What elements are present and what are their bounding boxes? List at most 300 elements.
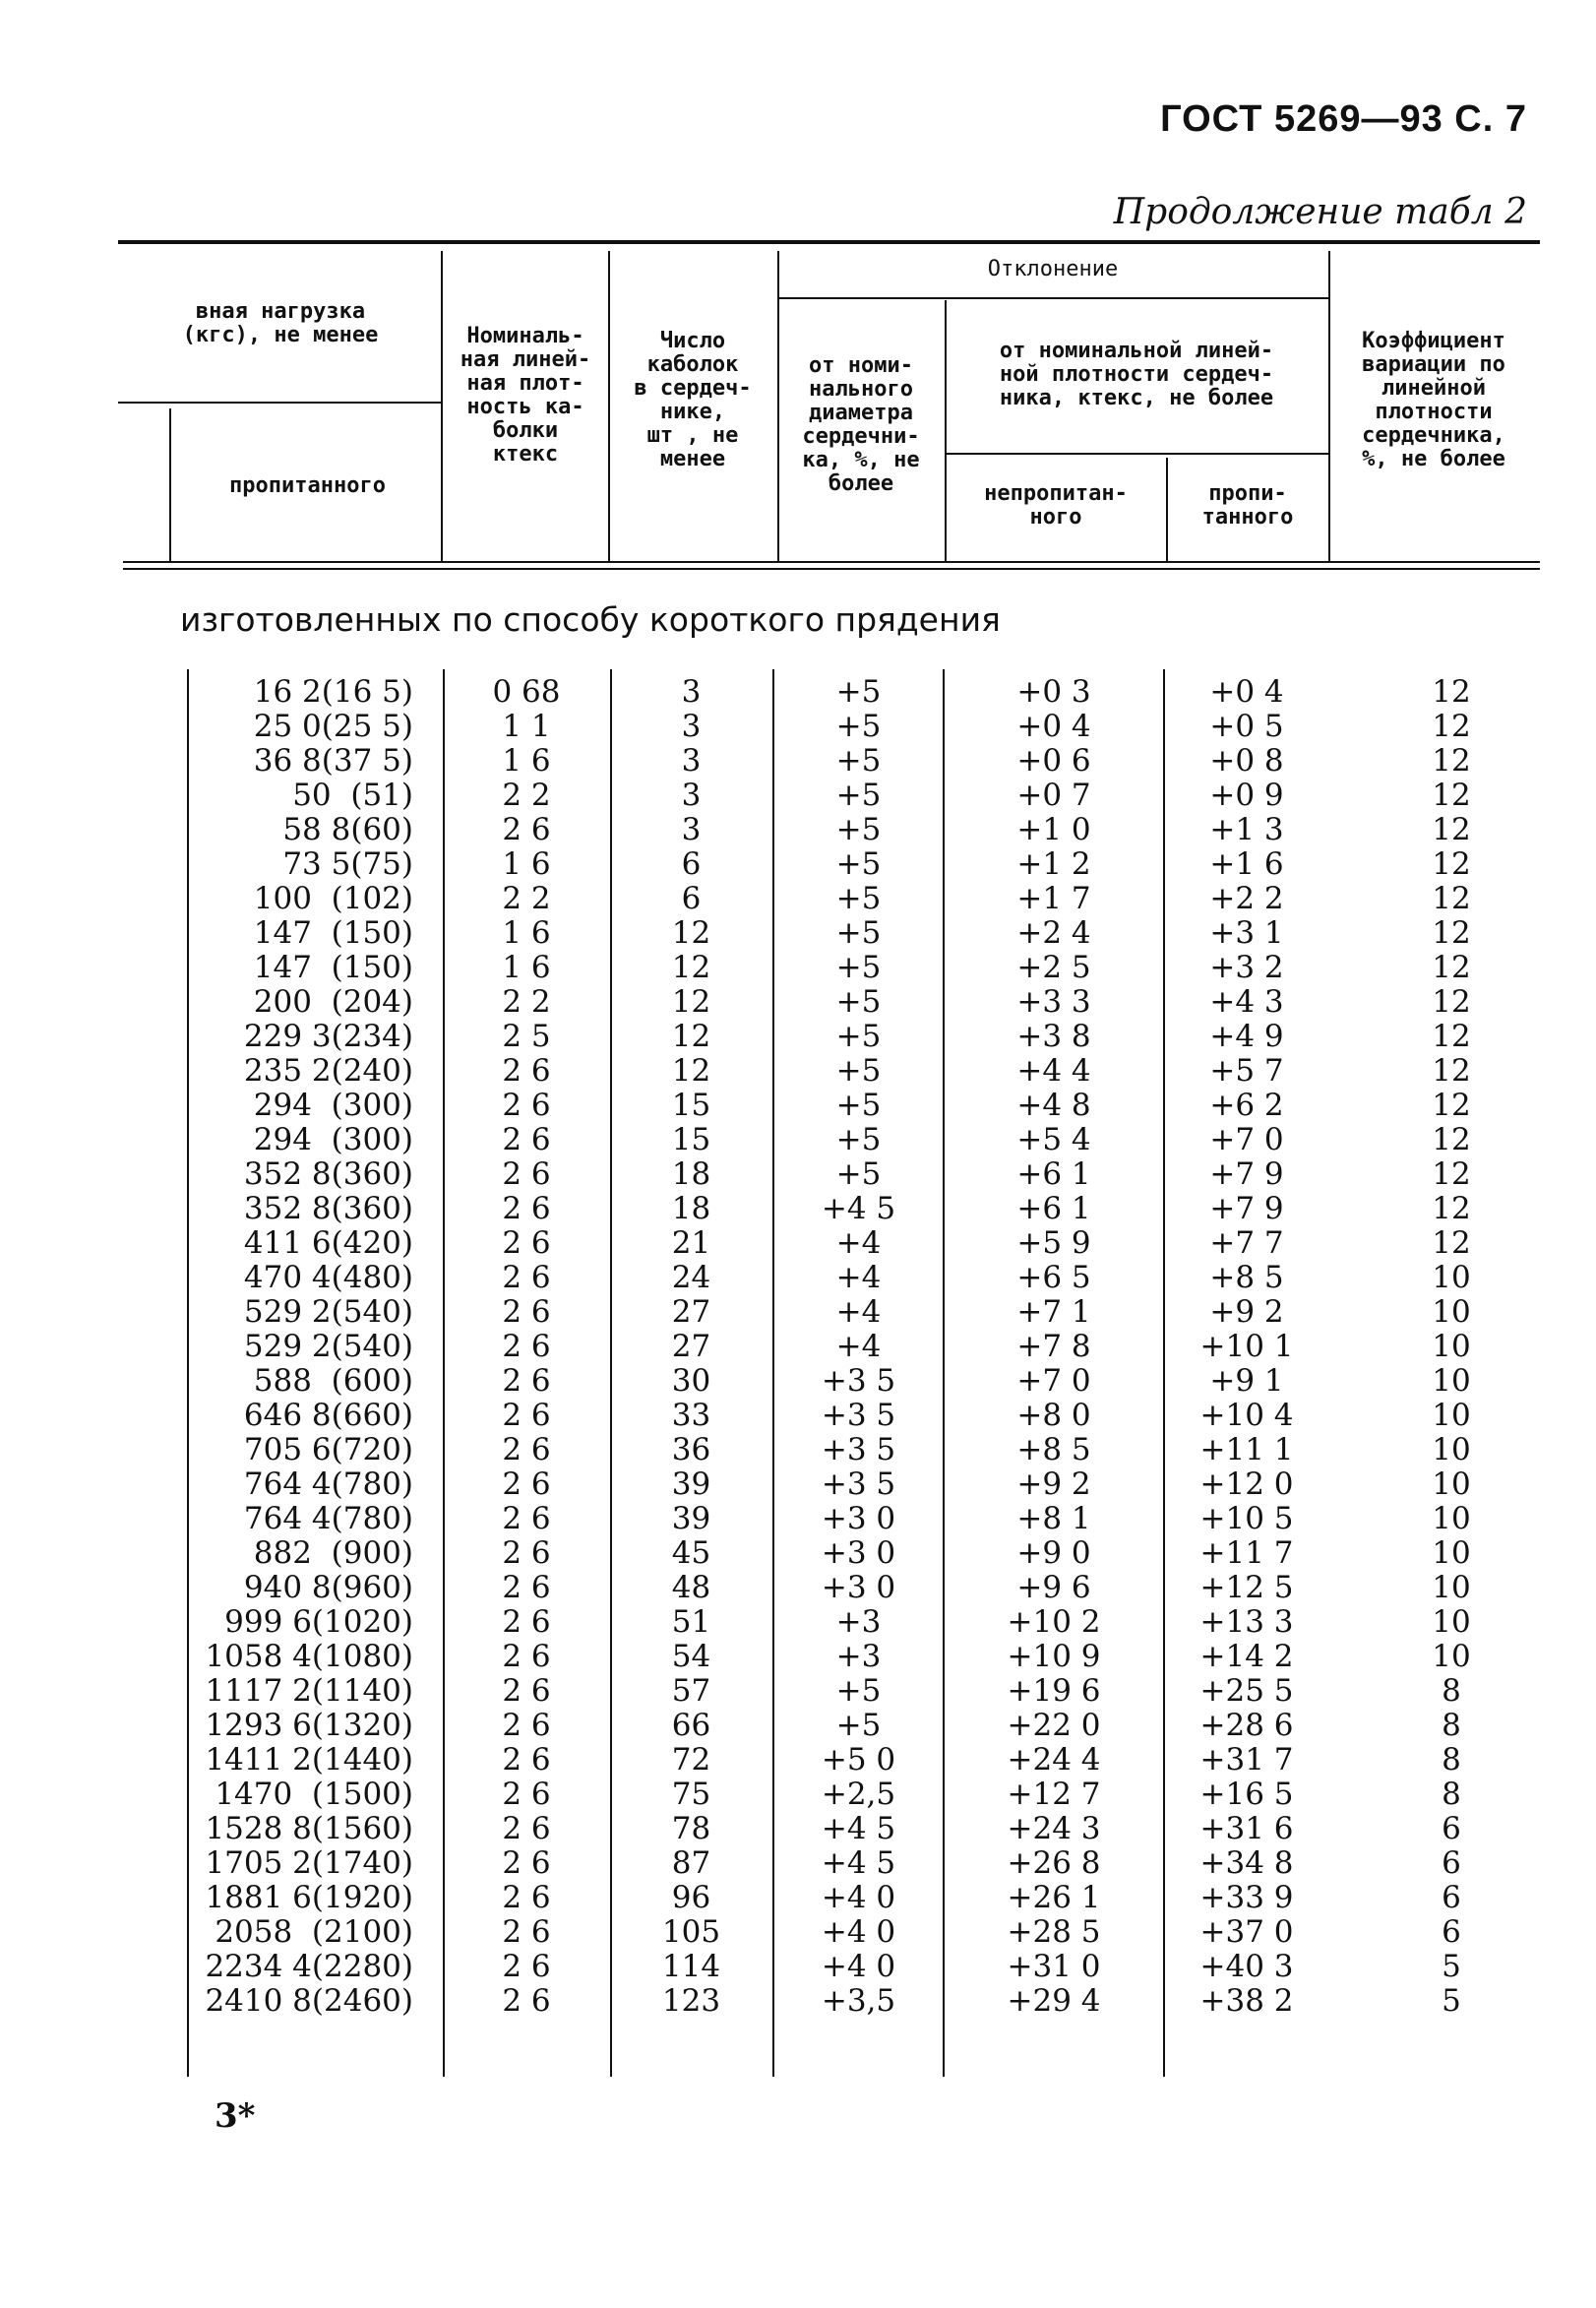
cell-dev-diameter: +3 0 — [821, 1535, 896, 1571]
cell-dev-unimpregnated: +12 7 — [1007, 1777, 1101, 1812]
cell-load: 705 6(720) — [243, 1432, 413, 1467]
cell-coefficient: 12 — [1432, 1191, 1471, 1226]
cell-count: 114 — [661, 1949, 721, 1984]
cell-dev-diameter: +5 — [835, 674, 882, 710]
cell-count: 66 — [671, 1708, 711, 1743]
cell-dev-impregnated: +4 3 — [1209, 984, 1284, 1020]
cell-dev-unimpregnated: +26 8 — [1007, 1845, 1101, 1881]
cell-dev-diameter: +3 5 — [821, 1466, 896, 1502]
cell-dev-impregnated: +33 9 — [1199, 1880, 1294, 1915]
cell-count: 12 — [671, 1019, 711, 1054]
cell-density: 2 6 — [502, 1777, 551, 1812]
table-row — [0, 1604, 1596, 1639]
table-row — [0, 1156, 1596, 1191]
cell-dev-diameter: +5 — [835, 1019, 882, 1054]
cell-dev-unimpregnated: +3 3 — [1016, 984, 1091, 1020]
cell-dev-impregnated: +1 3 — [1209, 812, 1284, 847]
cell-dev-unimpregnated: +8 5 — [1016, 1432, 1091, 1467]
cell-dev-impregnated: +12 5 — [1199, 1570, 1294, 1605]
cell-dev-diameter: +5 — [835, 1088, 882, 1123]
cell-load: 646 8(660) — [243, 1398, 413, 1433]
cell-load: 588 (600) — [253, 1363, 413, 1399]
header-subrule — [945, 453, 1328, 455]
table-row — [0, 1501, 1596, 1535]
cell-dev-impregnated: +8 5 — [1209, 1260, 1284, 1295]
cell-load: 73 5(75) — [282, 846, 413, 882]
cell-dev-unimpregnated: +2 5 — [1016, 950, 1091, 985]
cell-density: 2 6 — [502, 1225, 551, 1261]
cell-dev-unimpregnated: +28 5 — [1007, 1914, 1101, 1950]
cell-load: 411 6(420) — [243, 1225, 413, 1261]
cell-dev-unimpregnated: +6 1 — [1016, 1191, 1091, 1226]
cell-dev-unimpregnated: +5 4 — [1016, 1122, 1091, 1157]
cell-load: 1058 4(1080) — [205, 1639, 413, 1674]
cell-coefficient: 10 — [1432, 1639, 1471, 1674]
table-row — [0, 915, 1596, 950]
cell-count: 21 — [671, 1225, 711, 1261]
cell-dev-unimpregnated: +2 4 — [1016, 915, 1091, 951]
cell-dev-unimpregnated: +7 8 — [1016, 1329, 1091, 1364]
cell-dev-unimpregnated: +10 2 — [1007, 1604, 1101, 1640]
cell-density: 2 6 — [502, 1260, 551, 1295]
cell-dev-impregnated: +13 3 — [1199, 1604, 1294, 1640]
cell-dev-impregnated: +0 9 — [1209, 778, 1284, 813]
table-row — [0, 674, 1596, 709]
cell-count: 51 — [671, 1604, 711, 1640]
cell-density: 2 6 — [502, 1811, 551, 1846]
cell-dev-diameter: +4 — [835, 1260, 882, 1295]
cell-dev-unimpregnated: +8 1 — [1016, 1501, 1091, 1536]
cell-density: 2 6 — [502, 1363, 551, 1399]
cell-dev-impregnated: +9 2 — [1209, 1294, 1284, 1330]
cell-coefficient: 10 — [1432, 1363, 1471, 1399]
cell-dev-diameter: +3 0 — [821, 1501, 896, 1536]
cell-load: 100 (102) — [253, 881, 413, 916]
cell-coefficient: 12 — [1432, 743, 1471, 779]
header-divider — [169, 408, 171, 561]
cell-dev-diameter: +4 0 — [821, 1949, 896, 1984]
cell-density: 2 6 — [502, 1156, 551, 1192]
table-row — [0, 1398, 1596, 1432]
cell-coefficient: 12 — [1432, 1122, 1471, 1157]
cell-dev-diameter: +4 5 — [821, 1191, 896, 1226]
col-header-count: Число каболок в сердеч- нике, шт , не менее — [634, 329, 752, 471]
cell-dev-impregnated: +7 0 — [1209, 1122, 1284, 1157]
cell-dev-impregnated: +0 8 — [1209, 743, 1284, 779]
cell-count: 48 — [671, 1570, 711, 1605]
cell-load: 2410 8(2460) — [205, 1983, 413, 2019]
col-header-density: Номиналь- ная линей- ная плот- ность ка- болки ктекс — [460, 324, 591, 467]
col-header-load-impregnated: пропитанного — [229, 473, 386, 498]
cell-dev-impregnated: +31 6 — [1199, 1811, 1294, 1846]
cell-coefficient: 12 — [1432, 984, 1471, 1020]
table-row — [0, 1535, 1596, 1570]
cell-dev-unimpregnated: +1 7 — [1016, 881, 1091, 916]
cell-load: 200 (204) — [253, 984, 413, 1020]
table-row — [0, 1329, 1596, 1363]
table-row — [0, 984, 1596, 1019]
table-row — [0, 1742, 1596, 1777]
table-row — [0, 1019, 1596, 1053]
cell-dev-diameter: +4 5 — [821, 1811, 896, 1846]
table-row — [0, 1880, 1596, 1914]
table-continuation: Продолжение табл 2 — [1113, 192, 1527, 232]
cell-dev-diameter: +3 — [835, 1604, 882, 1640]
cell-dev-unimpregnated: +0 4 — [1016, 709, 1091, 744]
table-row — [0, 1983, 1596, 2018]
cell-dev-unimpregnated: +6 5 — [1016, 1260, 1091, 1295]
table-row — [0, 812, 1596, 846]
cell-dev-diameter: +5 — [835, 950, 882, 985]
cell-load: 352 8(360) — [243, 1191, 413, 1226]
cell-dev-impregnated: +37 0 — [1199, 1914, 1294, 1950]
cell-dev-diameter: +3 5 — [821, 1398, 896, 1433]
cell-dev-diameter: +4 — [835, 1225, 882, 1261]
cell-load: 229 3(234) — [243, 1019, 413, 1054]
cell-dev-diameter: +5 — [835, 915, 882, 951]
cell-density: 2 6 — [502, 1570, 551, 1605]
cell-coefficient: 8 — [1442, 1673, 1461, 1709]
table-row — [0, 1053, 1596, 1088]
cell-dev-diameter: +4 5 — [821, 1845, 896, 1881]
cell-dev-diameter: +3 5 — [821, 1432, 896, 1467]
cell-count: 39 — [671, 1501, 711, 1536]
cell-density: 2 6 — [502, 1501, 551, 1536]
table-row — [0, 1088, 1596, 1122]
cell-load: 1705 2(1740) — [205, 1845, 413, 1881]
cell-coefficient: 5 — [1442, 1983, 1461, 2019]
cell-count: 54 — [671, 1639, 711, 1674]
cell-count: 24 — [671, 1260, 711, 1295]
col-header-load: вная нагрузка (кгс), не менее — [182, 299, 379, 347]
table-row — [0, 1914, 1596, 1949]
cell-density: 1 6 — [502, 915, 551, 951]
cell-dev-impregnated: +7 9 — [1209, 1156, 1284, 1192]
cell-density: 2 6 — [502, 1673, 551, 1709]
table-row — [0, 1949, 1596, 1983]
cell-dev-impregnated: +4 9 — [1209, 1019, 1284, 1054]
cell-load: 25 0(25 5) — [253, 709, 413, 744]
cell-load: 294 (300) — [253, 1088, 413, 1123]
cell-count: 18 — [671, 1156, 711, 1192]
cell-coefficient: 6 — [1442, 1811, 1461, 1846]
table-row — [0, 1260, 1596, 1294]
cell-load: 1411 2(1440) — [205, 1742, 413, 1778]
cell-dev-impregnated: +10 4 — [1199, 1398, 1294, 1433]
cell-load: 764 4(780) — [243, 1466, 413, 1502]
table-row — [0, 1363, 1596, 1398]
cell-dev-impregnated: +6 2 — [1209, 1088, 1284, 1123]
table-row — [0, 950, 1596, 984]
table-row — [0, 1639, 1596, 1673]
cell-load: 764 4(780) — [243, 1501, 413, 1536]
cell-count: 12 — [671, 915, 711, 951]
cell-dev-unimpregnated: +6 1 — [1016, 1156, 1091, 1192]
cell-count: 72 — [671, 1742, 711, 1778]
cell-density: 2 2 — [502, 984, 551, 1020]
cell-dev-impregnated: +3 2 — [1209, 950, 1284, 985]
cell-count: 36 — [671, 1432, 711, 1467]
cell-coefficient: 12 — [1432, 778, 1471, 813]
cell-count: 6 — [681, 881, 702, 916]
cell-dev-unimpregnated: +9 6 — [1016, 1570, 1091, 1605]
section-title: изготовленных по способу короткого прядения — [180, 600, 1001, 639]
cell-dev-impregnated: +9 1 — [1209, 1363, 1284, 1399]
cell-count: 30 — [671, 1363, 711, 1399]
cell-dev-impregnated: +0 5 — [1209, 709, 1284, 744]
col-header-dev-linear: от номинальной линей- ной плотности сердеч- ника, ктекс, не более — [999, 339, 1274, 410]
cell-density: 2 6 — [502, 1914, 551, 1950]
cell-count: 39 — [671, 1466, 711, 1502]
cell-dev-impregnated: +40 3 — [1199, 1949, 1294, 1984]
cell-dev-diameter: +4 — [835, 1294, 882, 1330]
cell-dev-diameter: +5 — [835, 1122, 882, 1157]
cell-density: 0 68 — [492, 674, 561, 710]
cell-density: 1 6 — [502, 950, 551, 985]
cell-coefficient: 10 — [1432, 1432, 1471, 1467]
cell-dev-diameter: +5 — [835, 812, 882, 847]
table-row — [0, 1673, 1596, 1708]
cell-coefficient: 6 — [1442, 1880, 1461, 1915]
table-row — [0, 1191, 1596, 1225]
cell-density: 2 6 — [502, 1432, 551, 1467]
cell-load: 294 (300) — [253, 1122, 413, 1157]
header-subrule — [118, 402, 441, 404]
table-row — [0, 1294, 1596, 1329]
cell-coefficient: 12 — [1432, 1225, 1471, 1261]
cell-count: 12 — [671, 950, 711, 985]
cell-count: 3 — [681, 674, 702, 710]
cell-density: 1 6 — [502, 846, 551, 882]
cell-dev-unimpregnated: +24 4 — [1007, 1742, 1101, 1778]
header-bottom-rule-2 — [123, 568, 1540, 570]
cell-density: 2 6 — [502, 1191, 551, 1226]
cell-density: 2 6 — [502, 1398, 551, 1433]
cell-count: 12 — [671, 984, 711, 1020]
cell-coefficient: 10 — [1432, 1604, 1471, 1640]
cell-load: 2058 (2100) — [215, 1914, 413, 1950]
cell-load: 999 6(1020) — [224, 1604, 413, 1640]
cell-coefficient: 12 — [1432, 1019, 1471, 1054]
table-row — [0, 778, 1596, 812]
cell-dev-unimpregnated: +3 8 — [1016, 1019, 1091, 1054]
cell-load: 1117 2(1140) — [205, 1673, 413, 1709]
cell-dev-impregnated: +1 6 — [1209, 846, 1284, 882]
cell-coefficient: 12 — [1432, 812, 1471, 847]
table-row — [0, 1777, 1596, 1811]
cell-coefficient: 12 — [1432, 881, 1471, 916]
cell-dev-unimpregnated: +31 0 — [1007, 1949, 1101, 1984]
cell-dev-impregnated: +28 6 — [1199, 1708, 1294, 1743]
col-header-dev-diameter: от номи- нального диаметра сердечни- ка, %, не более — [802, 353, 920, 496]
cell-coefficient: 10 — [1432, 1260, 1471, 1295]
cell-coefficient: 10 — [1432, 1398, 1471, 1433]
cell-density: 2 6 — [502, 1088, 551, 1123]
cell-density: 2 2 — [502, 778, 551, 813]
cell-dev-unimpregnated: +4 4 — [1016, 1053, 1091, 1089]
cell-load: 352 8(360) — [243, 1156, 413, 1192]
cell-coefficient: 12 — [1432, 1156, 1471, 1192]
cell-count: 87 — [671, 1845, 711, 1881]
cell-coefficient: 10 — [1432, 1535, 1471, 1571]
cell-coefficient: 8 — [1442, 1708, 1461, 1743]
col-header-coefficient: Коэффициент вариации по линейной плотности сердечника, %, не более — [1362, 329, 1505, 471]
cell-load: 1293 6(1320) — [205, 1708, 413, 1743]
cell-dev-diameter: +2,5 — [821, 1777, 896, 1812]
cell-coefficient: 10 — [1432, 1466, 1471, 1502]
cell-density: 2 6 — [502, 1535, 551, 1571]
cell-dev-unimpregnated: +4 8 — [1016, 1088, 1091, 1123]
cell-density: 2 6 — [502, 1294, 551, 1330]
table-row — [0, 881, 1596, 915]
cell-load: 940 8(960) — [243, 1570, 413, 1605]
cell-dev-impregnated: +7 9 — [1209, 1191, 1284, 1226]
cell-dev-unimpregnated: +29 4 — [1007, 1983, 1101, 2019]
cell-density: 2 6 — [502, 1604, 551, 1640]
cell-coefficient: 8 — [1442, 1742, 1461, 1778]
cell-dev-impregnated: +11 7 — [1199, 1535, 1294, 1571]
cell-coefficient: 12 — [1432, 1088, 1471, 1123]
cell-dev-diameter: +3 5 — [821, 1363, 896, 1399]
cell-count: 96 — [671, 1880, 711, 1915]
cell-dev-diameter: +5 — [835, 1156, 882, 1192]
cell-count: 3 — [681, 709, 702, 744]
cell-dev-impregnated: +10 5 — [1199, 1501, 1294, 1536]
cell-dev-diameter: +5 — [835, 1673, 882, 1709]
cell-load: 1470 (1500) — [215, 1777, 413, 1812]
cell-dev-unimpregnated: +9 2 — [1016, 1466, 1091, 1502]
table-row — [0, 1811, 1596, 1845]
cell-dev-impregnated: +0 4 — [1209, 674, 1284, 710]
cell-dev-unimpregnated: +7 0 — [1016, 1363, 1091, 1399]
cell-dev-diameter: +5 — [835, 1708, 882, 1743]
cell-coefficient: 10 — [1432, 1294, 1471, 1330]
cell-coefficient: 6 — [1442, 1914, 1461, 1950]
cell-density: 2 6 — [502, 1949, 551, 1984]
table-row — [0, 1225, 1596, 1260]
cell-dev-diameter: +5 — [835, 1053, 882, 1089]
cell-density: 2 6 — [502, 1880, 551, 1915]
cell-dev-diameter: +3,5 — [821, 1983, 896, 2019]
doc-reference: ГОСТ 5269—93 С. 7 — [1160, 98, 1527, 140]
cell-count: 3 — [681, 812, 702, 847]
cell-dev-diameter: +5 0 — [821, 1742, 896, 1778]
cell-count: 27 — [671, 1294, 711, 1330]
cell-density: 2 6 — [502, 1742, 551, 1778]
cell-count: 45 — [671, 1535, 711, 1571]
cell-coefficient: 10 — [1432, 1501, 1471, 1536]
cell-dev-diameter: +5 — [835, 846, 882, 882]
cell-dev-impregnated: +31 7 — [1199, 1742, 1294, 1778]
cell-density: 2 6 — [502, 1708, 551, 1743]
table-row — [0, 1845, 1596, 1880]
cell-dev-diameter: +5 — [835, 778, 882, 813]
cell-coefficient: 12 — [1432, 846, 1471, 882]
cell-count: 12 — [671, 1053, 711, 1089]
cell-coefficient: 12 — [1432, 915, 1471, 951]
cell-density: 2 6 — [502, 1122, 551, 1157]
cell-count: 6 — [681, 846, 702, 882]
cell-dev-impregnated: +14 2 — [1199, 1639, 1294, 1674]
cell-dev-unimpregnated: +9 0 — [1016, 1535, 1091, 1571]
cell-dev-unimpregnated: +7 1 — [1016, 1294, 1091, 1330]
cell-dev-unimpregnated: +26 1 — [1007, 1880, 1101, 1915]
cell-dev-unimpregnated: +5 9 — [1016, 1225, 1091, 1261]
cell-count: 105 — [661, 1914, 721, 1950]
cell-density: 2 6 — [502, 1639, 551, 1674]
col-header-deviation: Отклонение — [987, 257, 1119, 281]
cell-dev-diameter: +5 — [835, 984, 882, 1020]
cell-dev-impregnated: +25 5 — [1199, 1673, 1294, 1709]
cell-density: 2 6 — [502, 1053, 551, 1089]
cell-density: 1 1 — [502, 709, 551, 744]
cell-dev-unimpregnated: +10 9 — [1007, 1639, 1101, 1674]
cell-density: 2 2 — [502, 881, 551, 916]
cell-coefficient: 10 — [1432, 1329, 1471, 1364]
cell-dev-diameter: +3 — [835, 1639, 882, 1674]
cell-dev-unimpregnated: +1 0 — [1016, 812, 1091, 847]
cell-count: 18 — [671, 1191, 711, 1226]
cell-density: 2 6 — [502, 1329, 551, 1364]
cell-dev-impregnated: +34 8 — [1199, 1845, 1294, 1881]
table-row — [0, 1708, 1596, 1742]
cell-coefficient: 12 — [1432, 1053, 1471, 1089]
cell-load: 1528 8(1560) — [205, 1811, 413, 1846]
cell-dev-unimpregnated: +22 0 — [1007, 1708, 1101, 1743]
cell-dev-impregnated: +10 1 — [1199, 1329, 1294, 1364]
cell-dev-diameter: +3 0 — [821, 1570, 896, 1605]
cell-load: 529 2(540) — [243, 1329, 413, 1364]
cell-count: 27 — [671, 1329, 711, 1364]
cell-count: 15 — [671, 1122, 711, 1157]
page-mark: 3* — [215, 2096, 256, 2136]
cell-coefficient: 10 — [1432, 1570, 1471, 1605]
cell-dev-diameter: +5 — [835, 709, 882, 744]
cell-coefficient: 12 — [1432, 674, 1471, 710]
cell-dev-unimpregnated: +0 7 — [1016, 778, 1091, 813]
cell-dev-diameter: +5 — [835, 881, 882, 916]
cell-dev-impregnated: +16 5 — [1199, 1777, 1294, 1812]
cell-density: 2 6 — [502, 812, 551, 847]
cell-dev-diameter: +4 0 — [821, 1914, 896, 1950]
cell-dev-impregnated: +5 7 — [1209, 1053, 1284, 1089]
cell-density: 2 6 — [502, 1845, 551, 1881]
cell-dev-impregnated: +2 2 — [1209, 881, 1284, 916]
header-bottom-rule — [123, 561, 1540, 563]
table-row — [0, 1122, 1596, 1156]
cell-coefficient: 6 — [1442, 1845, 1461, 1881]
cell-dev-unimpregnated: +1 2 — [1016, 846, 1091, 882]
cell-dev-impregnated: +38 2 — [1199, 1983, 1294, 2019]
col-header-dev-impregnated: пропи- танного — [1201, 481, 1294, 530]
cell-dev-diameter: +4 0 — [821, 1880, 896, 1915]
cell-dev-unimpregnated: +19 6 — [1007, 1673, 1101, 1709]
cell-dev-diameter: +4 — [835, 1329, 882, 1364]
table-row — [0, 743, 1596, 778]
cell-dev-unimpregnated: +0 3 — [1016, 674, 1091, 710]
cell-dev-unimpregnated: +0 6 — [1016, 743, 1091, 779]
cell-dev-impregnated: +12 0 — [1199, 1466, 1294, 1502]
table-row — [0, 1570, 1596, 1604]
cell-coefficient: 5 — [1442, 1949, 1461, 1984]
cell-dev-unimpregnated: +8 0 — [1016, 1398, 1091, 1433]
cell-dev-unimpregnated: +24 3 — [1007, 1811, 1101, 1846]
table-row — [0, 709, 1596, 743]
cell-count: 57 — [671, 1673, 711, 1709]
cell-dev-impregnated: +11 1 — [1199, 1432, 1294, 1467]
cell-load: 147 (150) — [253, 915, 413, 951]
cell-density: 2 6 — [502, 1983, 551, 2019]
